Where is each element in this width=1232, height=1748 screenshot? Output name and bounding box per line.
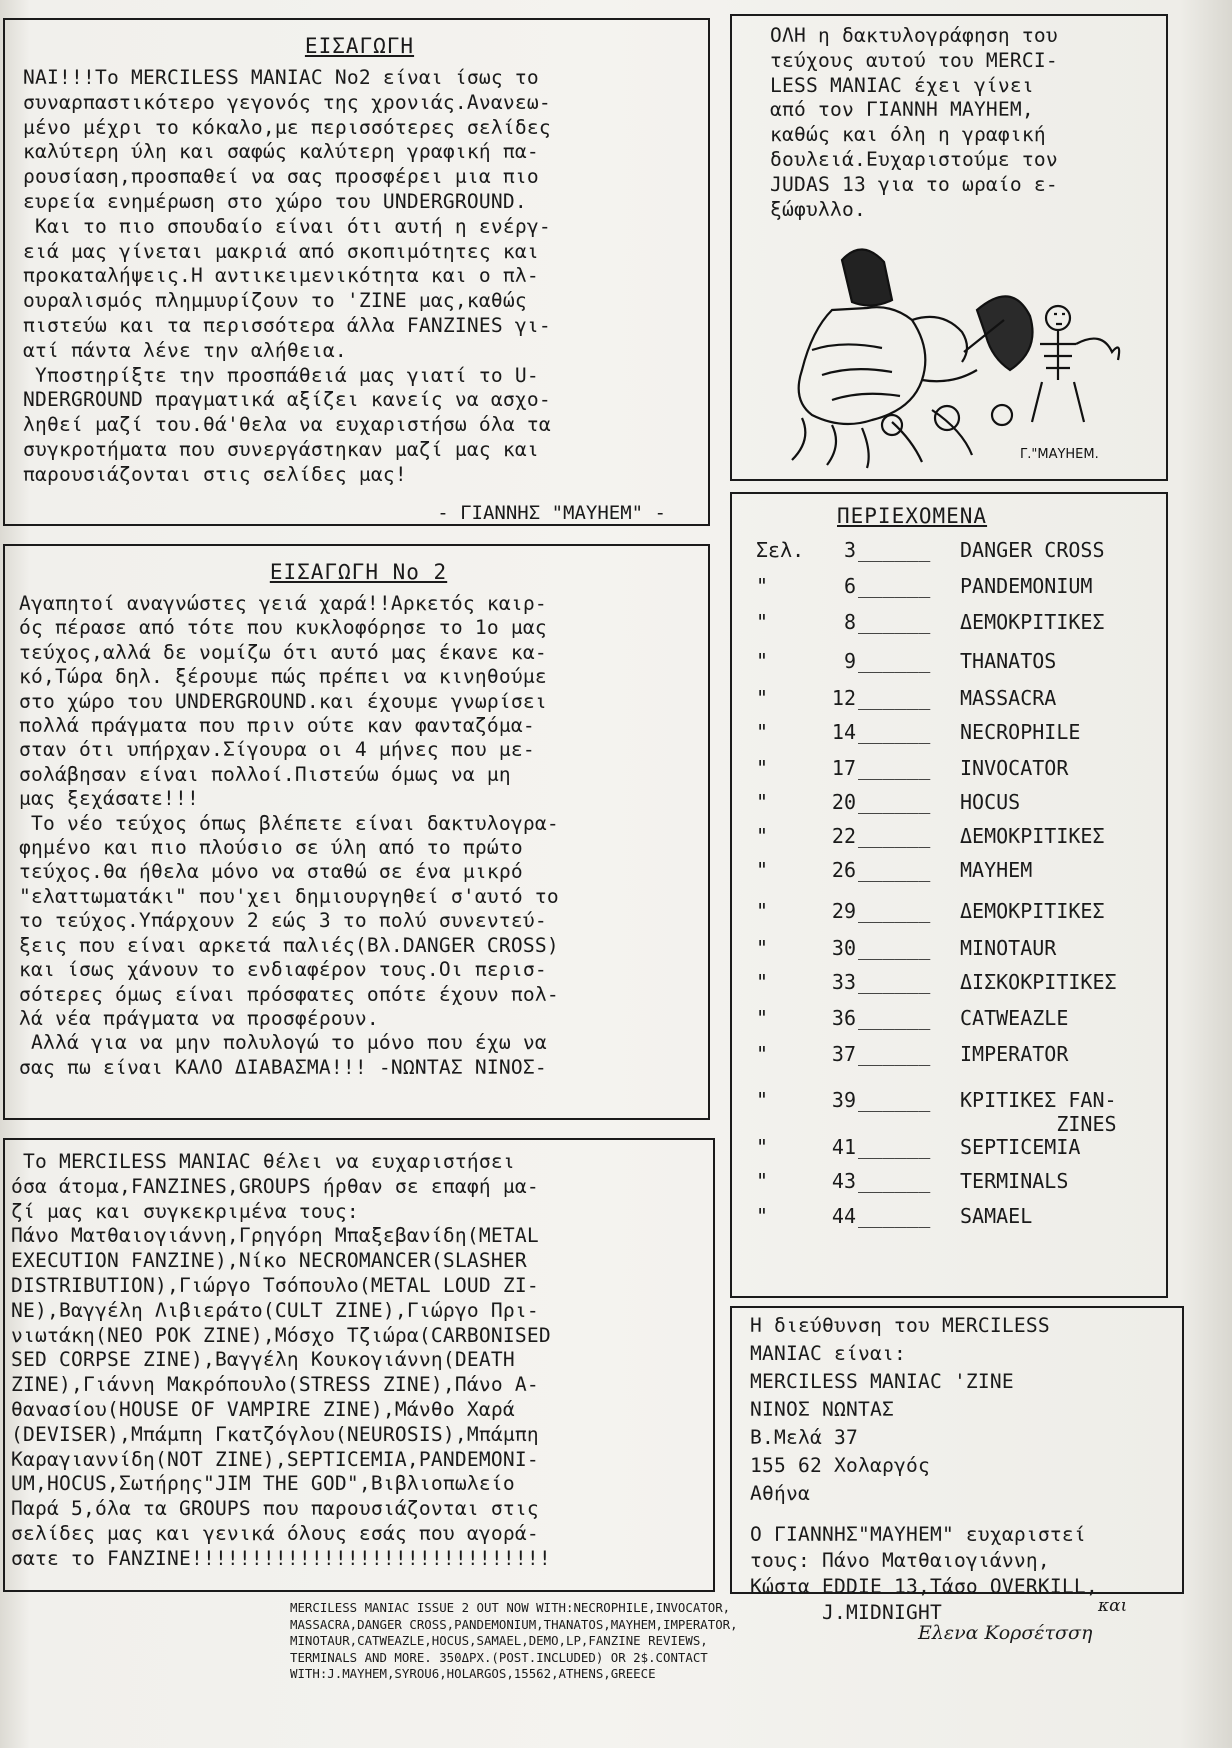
intro-section bbox=[3, 18, 710, 526]
contents-row-mark: " bbox=[756, 899, 769, 923]
contents-row-leader: ______ bbox=[858, 1088, 931, 1112]
contents-row-mark: " bbox=[756, 1204, 769, 1228]
contents-row-title: TERMINALS bbox=[960, 1169, 1069, 1193]
contents-row-page: 20 bbox=[831, 790, 856, 814]
contents-row bbox=[732, 899, 1166, 927]
contents-row-page: 36 bbox=[831, 1006, 856, 1030]
contents-row bbox=[732, 1042, 1166, 1070]
contents-row bbox=[732, 1169, 1166, 1197]
contents-row-mark: " bbox=[756, 649, 769, 673]
contents-row-page: 26 bbox=[831, 858, 856, 882]
contents-row-page: 37 bbox=[831, 1042, 856, 1066]
contents-row-title: SEPTICEMIA bbox=[960, 1135, 1081, 1159]
contents-row-title: MINOTAUR bbox=[960, 936, 1057, 960]
contents-row-title: CATWEAZLE bbox=[960, 1006, 1069, 1030]
address-section bbox=[730, 1306, 1184, 1644]
contents-row-title: IMPERATOR bbox=[960, 1042, 1069, 1066]
contents-row-page: 33 bbox=[831, 970, 856, 994]
contents-row-mark: Σελ. bbox=[756, 538, 805, 562]
thanks-section bbox=[3, 1138, 715, 1592]
contents-row-title: NECROPHILE bbox=[960, 720, 1081, 744]
contents-row-page: 44 bbox=[831, 1204, 856, 1228]
intro-signature: - ΓΙΑΝΝΗΣ "ΜΑΥΗΕΜ" - bbox=[437, 501, 666, 524]
contents-row-title: ΔΙΣΚΟΚΡΙΤΙΚΕΣ bbox=[960, 970, 1117, 994]
contents-row-leader: ______ bbox=[858, 1042, 931, 1066]
contents-row-mark: " bbox=[756, 610, 769, 634]
footer-flyer: MERCILESS MANIAC ISSUE 2 OUT NOW WITH:NECROPHILE,INVOCATOR, MASSACRA,DANGER CROSS,PANDEMONIUM,THANATOS,MAYHEM,IMPERATOR, MINOTAUR,CATWEAZLE,HOCUS,SAMAEL,DEMO,LP,FANZINE REVIEWS, TERMINALS AND MORE. 350ΔΡΧ.(POST.INCLUDED) OR 2$.CONTACT WITH:J.MAYHEM,SYROU6,HOLARGOS,15562,ATHENS,GREECE bbox=[290, 1600, 738, 1681]
contents-row-title: INVOCATOR bbox=[960, 756, 1069, 780]
intro2-section bbox=[3, 544, 710, 1120]
contents-row-page: 43 bbox=[831, 1169, 856, 1193]
contents-row bbox=[732, 790, 1166, 818]
contents-row-title: PANDEMONIUM bbox=[960, 574, 1093, 598]
contents-section bbox=[730, 492, 1168, 1298]
barbarian-skeleton-illustration bbox=[772, 240, 1142, 470]
contents-row bbox=[732, 824, 1166, 852]
contents-title: ΠΕΡΙΕΧΟΜΕΝΑ bbox=[837, 504, 988, 528]
contents-row bbox=[732, 756, 1166, 784]
contents-row bbox=[732, 720, 1166, 748]
contents-row-page: 6 bbox=[843, 574, 856, 598]
contents-row-title: SAMAEL bbox=[960, 1204, 1033, 1228]
contents-row-leader: ______ bbox=[858, 1006, 931, 1030]
contents-row bbox=[732, 970, 1166, 998]
contents-row-leader: ______ bbox=[858, 899, 931, 923]
contents-row-mark: " bbox=[756, 824, 769, 848]
intro-text: ΝΑΙ!!!Το MERCILESS MANIAC Νο2 είναι ίσως το συναρπαστικότερο γεγονός της χρονιάς.Ανανεω- μένο μέχρι το κόκαλο,με περισσότερες σελίδες καλύτερη ύλη και σαφώς καλύτερη γραφική πα- ρουσίαση,προσπαθεί να σας προσφέρει μια πιο ευρεία ενημέρωση στο χώρο του UNDERGROUND. Και το πιο σπουδαίο είναι ότι αυτή η ενέργ- ειά μας γίνεται μακριά από σκοπιμότητες και προκαταλήψεις.Η αντικειμενικότητα και ο πλ- ουραλισμός πλημμυρίζουν το 'ZINE μας,καθώς πιστεύω και τα περισσότερα άλλα FANZINES γι- ατί πάντα λένε την αλήθεια. Υποστηρίξτε την προσπάθειά μας γιατί το U- NDERGROUND πραγματικά αξίζει κανείς να ασχο- ληθεί μαζί του.θά'θελα να ευχαριστήσω όλα τα συγκροτήματα που συνεργάστηκαν μαζί μας και παρουσιάζονται στις σελίδες μας! bbox=[23, 66, 551, 486]
contents-row-leader: ______ bbox=[858, 790, 931, 814]
contents-row-leader: ______ bbox=[858, 649, 931, 673]
contents-row-page: 17 bbox=[831, 756, 856, 780]
contents-row-title: ΔΕΜΟΚΡΙΤΙΚΕΣ bbox=[960, 899, 1105, 923]
contents-row-title: ΚΡΙΤΙΚΕΣ FAN- ZINES bbox=[960, 1088, 1117, 1136]
contents-row-mark: " bbox=[756, 756, 769, 780]
contents-row-page: 12 bbox=[831, 686, 856, 710]
contents-row-mark: " bbox=[756, 1006, 769, 1030]
contents-row-title: MASSACRA bbox=[960, 686, 1057, 710]
contents-row-title: THANATOS bbox=[960, 649, 1057, 673]
contents-row-leader: ______ bbox=[858, 720, 931, 744]
contents-row bbox=[732, 1088, 1166, 1136]
intro2-text: Αγαπητοί αναγνώστες γειά χαρά!!Αρκετός καιρ- ός πέρασε από τότε που κυκλοφόρησε το 1ο μας τεύχος,αλλά δε νομίζω ότι αυτό μας έκανε κα- κό,Τώρα δηλ. ξέρουμε πώς πρέπει να κινηθούμε στο χώρο του UNDERGROUND.και έχουμε γνωρίσει πολλά πράγματα που πριν ούτε καν φανταζόμα- σταν ότι υπήρχαν.Σίγουρα οι 4 μήνες που με- σολάβησαν είναι πολλοί.Πιστεύω όμως να μη μας ξεχάσατε!!! Το νέο τεύχος όπως βλέπετε είναι δακτυλογρα- φημένο και πιο πλούσιο σε ύλη από το πρώτο τεύχος.θα ήθελα μόνο να σταθώ σε ένα μικρό "ελαττωματάκι" που'χει δημιουργηθεί σ'αυτό το το τεύχος.Υπάρχουν 2 εώς 3 το πολύ συνεντεύ- ξεις που είναι αρκετά παλιές(Βλ.DANGER CROSS) και ίσως χάνουν το ενδιαφέρον τους.Οι περισ- σότερες όμως είναι πρόσφατες οπότε έχουν πολ- λά νέα πράγματα να προσφέρουν. Αλλά για να μην πολυλογώ το μόνο που έχω να σας πω είναι ΚΑΛΟ ΔΙΑΒΑΣΜΑ!!! -ΝΩΝΤΑΣ ΝΙΝΟΣ- bbox=[19, 592, 559, 1079]
contents-row-mark: " bbox=[756, 1169, 769, 1193]
contents-row-title: HOCUS bbox=[960, 790, 1021, 814]
contents-row-mark: " bbox=[756, 790, 769, 814]
contents-row bbox=[732, 936, 1166, 964]
contents-row bbox=[732, 1006, 1166, 1034]
address-text: Η διεύθυνση του MERCILESS MANIAC είναι: MERCILESS MANIAC 'ZINE ΝΙΝΟΣ ΝΩΝΤΑΣ Β.Μελά 37 155 62 Χολαργός Αθήνα bbox=[750, 1314, 1050, 1505]
contents-row-title: ΔΕΜΟΚΡΙΤΙΚΕΣ bbox=[960, 610, 1105, 634]
contents-row-page: 29 bbox=[831, 899, 856, 923]
contents-row-leader: ______ bbox=[858, 824, 931, 848]
contents-row bbox=[732, 538, 1166, 566]
contents-row bbox=[732, 1204, 1166, 1232]
contents-row-page: 9 bbox=[843, 649, 856, 673]
contents-row-leader: ______ bbox=[858, 1135, 931, 1159]
contents-row-leader: ______ bbox=[858, 970, 931, 994]
contents-list bbox=[732, 538, 1166, 1278]
contents-row-mark: " bbox=[756, 1042, 769, 1066]
contents-row-leader: ______ bbox=[858, 686, 931, 710]
contents-row-leader: ______ bbox=[858, 610, 931, 634]
contents-row bbox=[732, 649, 1166, 677]
contents-row-mark: " bbox=[756, 936, 769, 960]
intro2-title: ΕΙΣΑΓΩΓΗ Νο 2 bbox=[269, 560, 448, 584]
contents-row-leader: ______ bbox=[858, 1204, 931, 1228]
contents-row-page: 41 bbox=[831, 1135, 856, 1159]
intro-title: ΕΙΣΑΓΩΓΗ bbox=[304, 34, 415, 58]
contents-row-mark: " bbox=[756, 1088, 769, 1112]
contents-row-page: 30 bbox=[831, 936, 856, 960]
contents-row-title: DANGER CROSS bbox=[960, 538, 1105, 562]
contents-row-leader: ______ bbox=[858, 936, 931, 960]
contents-row-mark: " bbox=[756, 720, 769, 744]
contents-row-leader: ______ bbox=[858, 1169, 931, 1193]
handwritten-name: Ελενα Κορσέτσση bbox=[918, 1622, 1093, 1644]
contents-row-mark: " bbox=[756, 858, 769, 882]
contents-row bbox=[732, 1135, 1166, 1163]
contents-row-leader: ______ bbox=[858, 858, 931, 882]
contents-row bbox=[732, 858, 1166, 886]
contents-row bbox=[732, 686, 1166, 714]
contents-row-mark: " bbox=[756, 970, 769, 994]
address-thanks-text: Ο ΓΙΑΝΝΗΣ"ΜΑΥΗΕΜ" ευχαριστεί τους: Πάνο Ματθαιογιάννη, Κώστα EDDIE 13,Τάσο OVERKILL, J.MIDNIGHT bbox=[750, 1523, 1098, 1624]
illustration-signature: Γ."ΜΑΥΗΕΜ. bbox=[1020, 447, 1099, 462]
contents-row-mark: " bbox=[756, 686, 769, 710]
contents-row-page: 22 bbox=[831, 824, 856, 848]
contents-row-mark: " bbox=[756, 1135, 769, 1159]
contents-row-leader: ______ bbox=[858, 538, 931, 562]
contents-row bbox=[732, 574, 1166, 602]
contents-row bbox=[732, 610, 1166, 638]
thanks-text: Το MERCILESS MANIAC θέλει να ευχαριστήσει όσα άτομα,FANZINES,GROUPS ήρθαν σε επαφή μα- ζί μας και συγκεκριμένα τους: Πάνο Ματθαιογιάννη,Γρηγόρη Μπαξεβανίδη(METAL EXECUTION FANZINE),Νίκο NECROMANCER(SLASHER DISTRIBUTION),Γιώργο Τσόπουλο(METAL LOUD ZI- NE),Βαγγέλη Λιβιεράτο(CULT ZINE),Γιώργο Πρι- νιωτάκη(NEO ΡΟΚ ZINE),Μόσχο Τζιώρα(CARBONISED SED CORPSE ZINE),Βαγγέλη Κουκογιάννη(DEATH ZINE),Γιάννη Μακρόπουλο(STRESS ZINE),Πάνο Α- θανασίου(HOUSE OF VAMPIRE ZINE),Μάνθο Χαρά (DEVISER),Μπάμπη Γκατζόγλου(NEUROSIS),Μπάμπη Καραγιαννίδη(NOT ZINE),SEPTICEMIA,PANDEMONI- UM,HOCUS,Σωτήρης"JIM THE GOD",Βιβλιοπωλείο Παρά 5,όλα τα GROUPS που παρουσιάζονται στις σελίδες μας και γενικά όλους εσάς που αγορά- σατε το FANZINE!!!!!!!!!!!!!!!!!!!!!!!!!!!!!! bbox=[11, 1150, 551, 1570]
contents-row-leader: ______ bbox=[858, 574, 931, 598]
contents-row-page: 14 bbox=[831, 720, 856, 744]
credits-section bbox=[730, 14, 1168, 481]
contents-row-page: 8 bbox=[843, 610, 856, 634]
contents-row-leader: ______ bbox=[858, 756, 931, 780]
contents-row-mark: " bbox=[756, 574, 769, 598]
contents-row-title: ΜΑΥΗΕΜ bbox=[960, 858, 1033, 882]
contents-row-page: 39 bbox=[831, 1088, 856, 1112]
contents-row-title: ΔΕΜΟΚΡΙΤΙΚΕΣ bbox=[960, 824, 1105, 848]
handwritten-and: και bbox=[1098, 1596, 1128, 1616]
credits-text: ΟΛΗ η δακτυλογράφηση του τεύχους αυτού του MERCI- LESS MANIAC έχει γίνει από τον ΓΙΑΝΝΗ ΜΑΥΗΕΜ, καθώς και όλη η γραφική δουλειά.Ευχαριστούμε τον JUDAS 13 για το ωραίο ε- ξώφυλλο. bbox=[770, 24, 1058, 221]
contents-row-page: 3 bbox=[843, 538, 856, 562]
